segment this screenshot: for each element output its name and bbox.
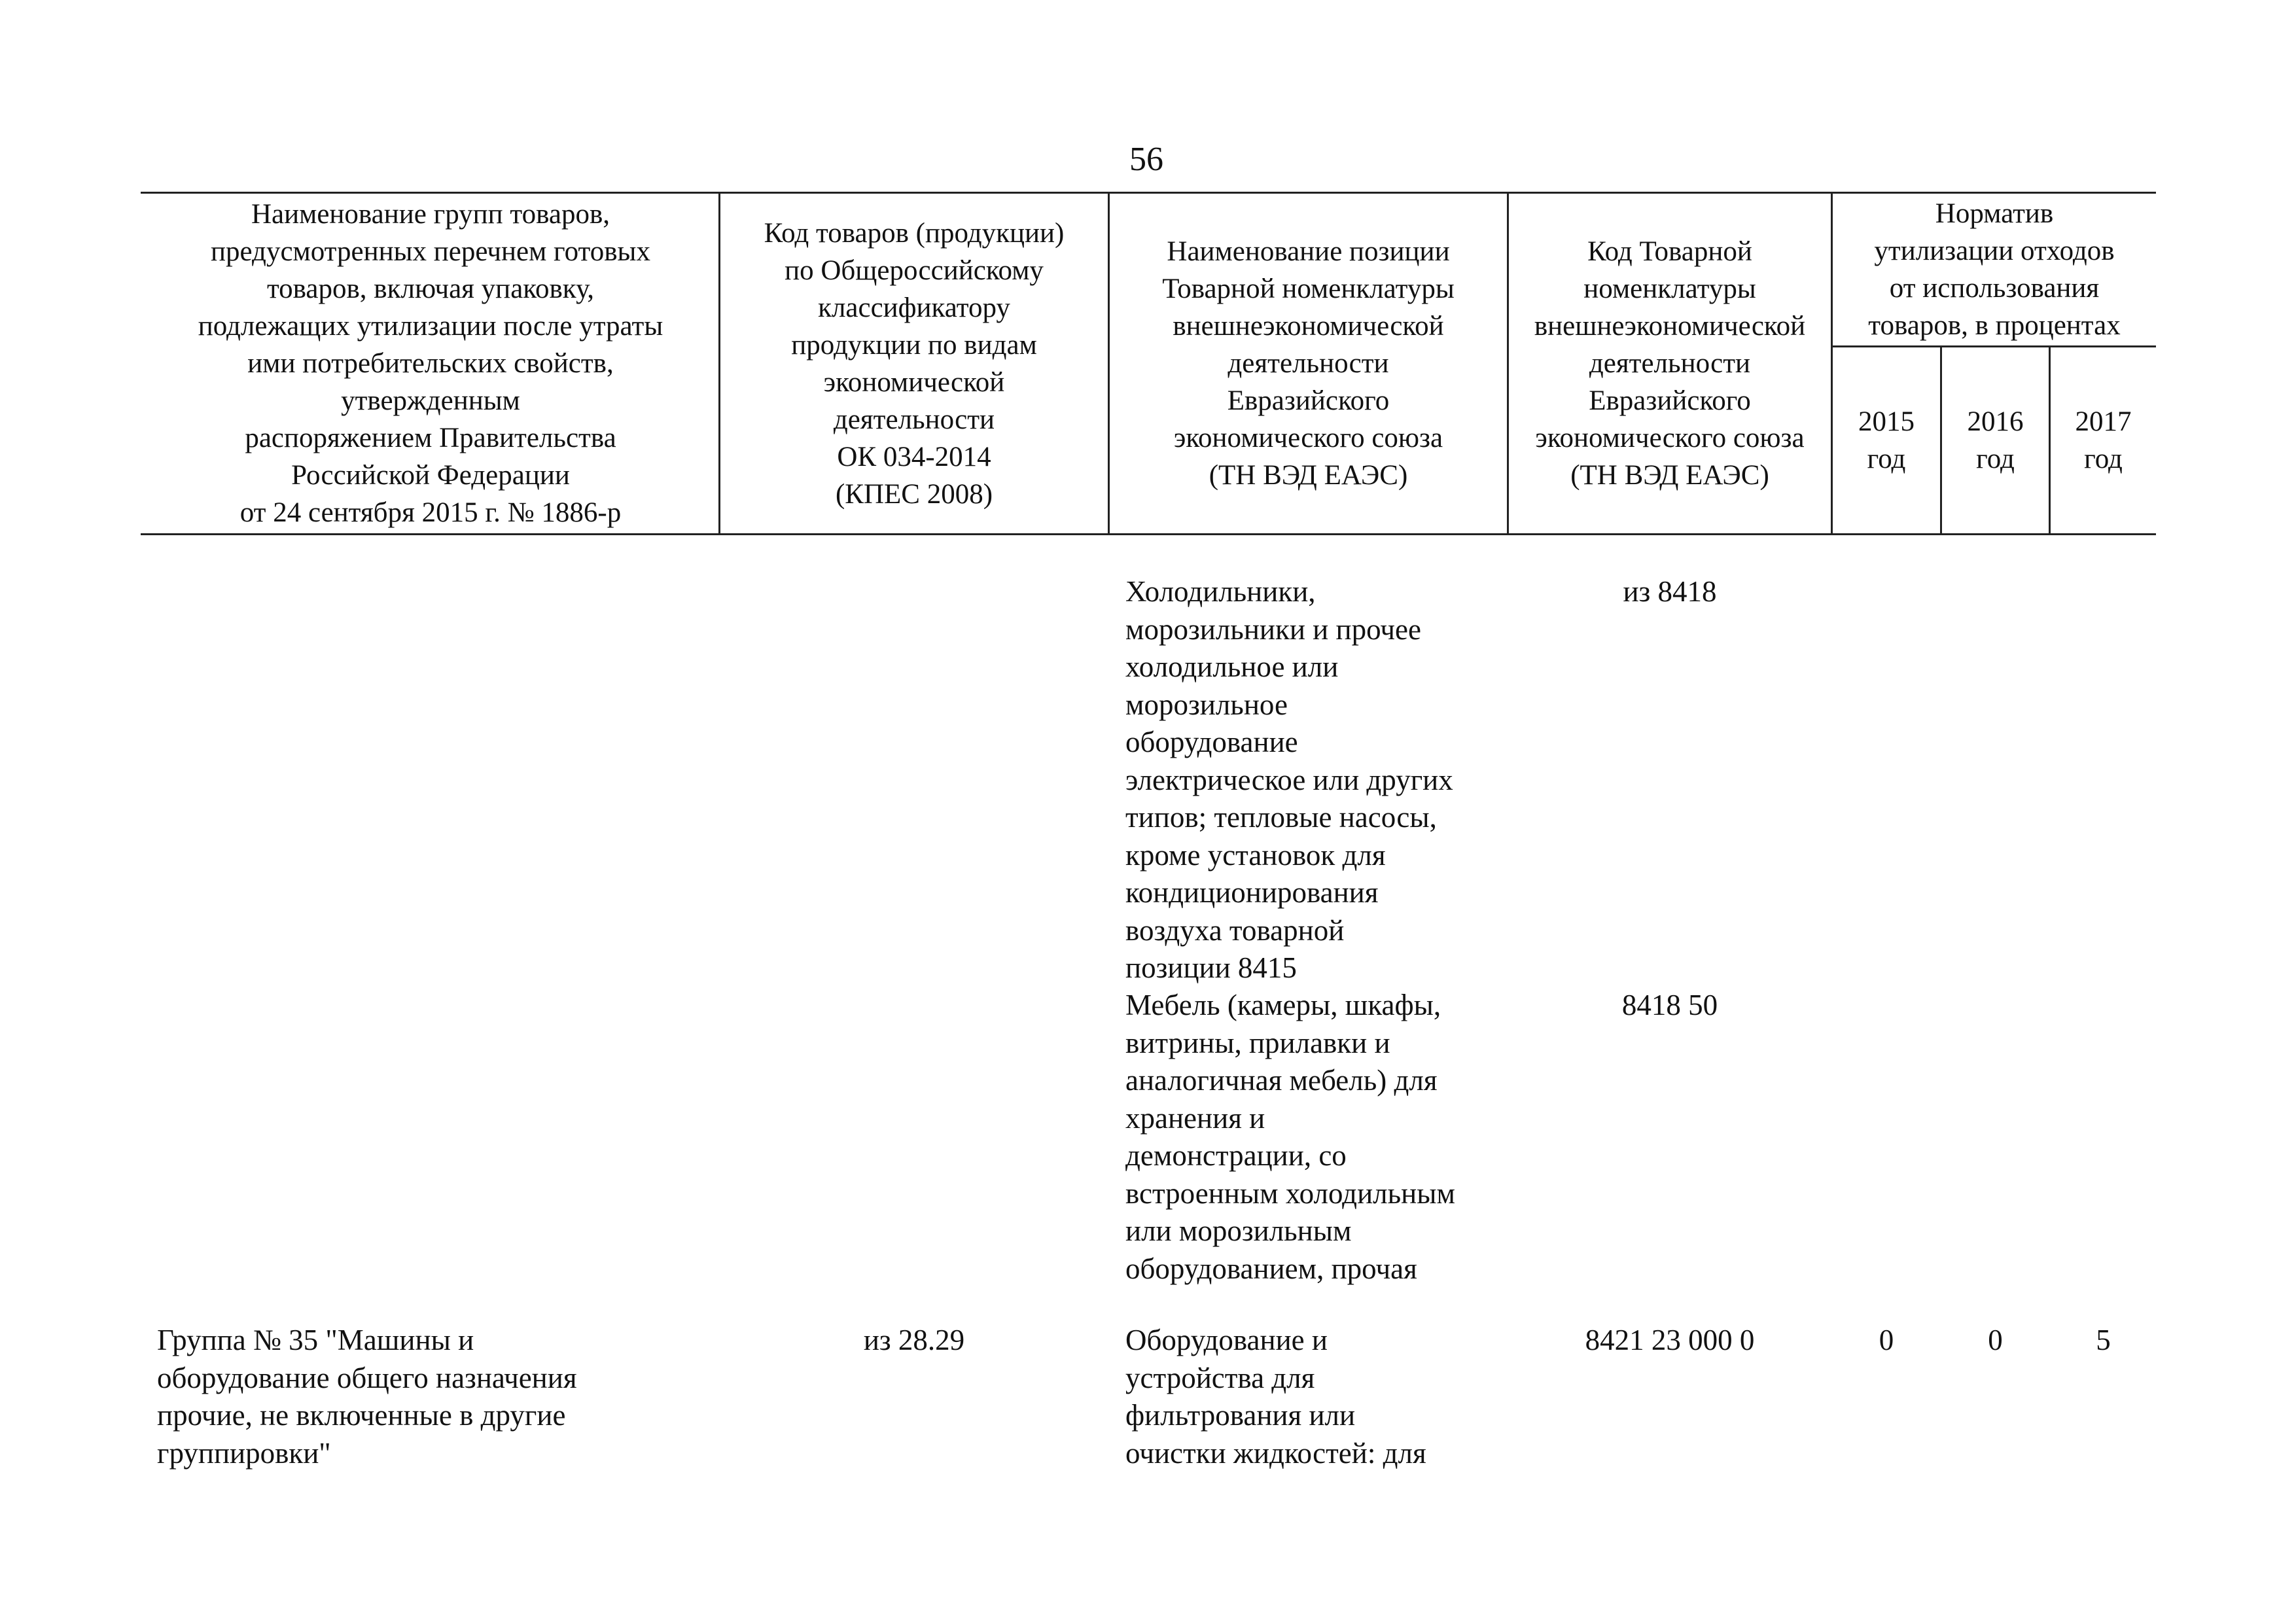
row-1-tnved-code: из 8418 <box>1623 575 1717 608</box>
row-2-tnved-code: 8418 50 <box>1621 989 1718 1021</box>
header-year-2016: 2016 год <box>1967 406 2024 474</box>
row-3-okpd-code: из 28.29 <box>863 1324 965 1356</box>
row-3-value-2015: 0 <box>1879 1324 1894 1356</box>
row-3-position: Оборудование и устройства для фильтрования или очистки жидкостей: для <box>1125 1324 1426 1470</box>
row-3-value-2016: 0 <box>1988 1324 2003 1356</box>
header-norm: Норматив утилизации отходов от использования товаров, в процентах <box>1868 198 2121 341</box>
row-1-position: Холодильники, морозильники и прочее холодильное или морозильное оборудование электрическое или других типов; тепловые насосы, кроме установок для кондиционирования воздуха товарной позиции 8415 <box>1125 575 1453 984</box>
page-number: 56 <box>1129 141 1163 178</box>
row-2-position: Мебель (камеры, шкафы, витрины, прилавки и аналогичная мебель) для хранения и демонстрации, со встроенным холодильным или морозильным оборудованием, прочая <box>1125 989 1455 1285</box>
header-tnved-code: Код Товарной номенклатуры внешнеэкономической деятельности Евразийского экономического союза (ТН ВЭД ЕАЭС) <box>1534 236 1806 491</box>
header-okpd-code: Код товаров (продукции) по Общероссийскому классификатору продукции по видам экономической деятельности ОК 034-2014 (КПЕС 2008) <box>764 217 1065 510</box>
header-year-2017: 2017 год <box>2075 406 2132 474</box>
header-group-name: Наименование групп товаров, предусмотренных перечнем готовых товаров, включая упаковку, подлежащих утилизации после утраты ими потребительских свойств, утвержденным распоряжением Правительства Российской Федерации от 24 сентября 2015 г. № 1886-р <box>198 199 663 528</box>
header-tnved-position: Наименование позиции Товарной номенклатуры внешнеэкономической деятельности Евразийского экономического союза (ТН ВЭД ЕАЭС) <box>1162 236 1455 491</box>
row-3-value-2017: 5 <box>2096 1324 2111 1356</box>
header-bottom-border <box>141 533 2156 535</box>
row-3-group-name: Группа № 35 "Машины и оборудование общего назначения прочие, не включенные в другие группировки" <box>157 1324 577 1470</box>
header-year-2015: 2015 год <box>1858 406 1915 474</box>
row-3-tnved-code: 8421 23 000 0 <box>1585 1324 1755 1356</box>
